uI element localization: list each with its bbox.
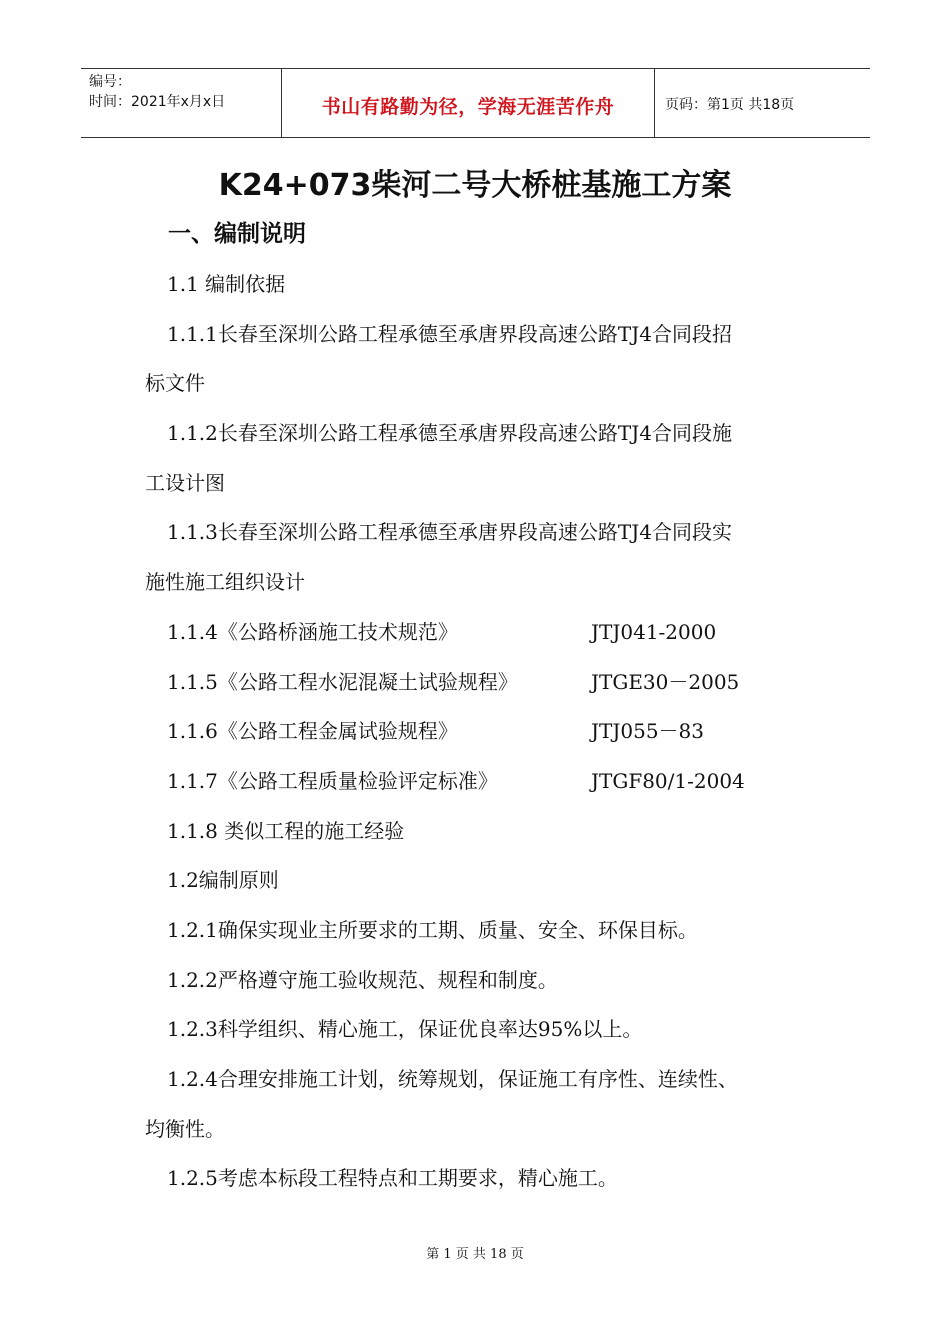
body-line bbox=[145, 459, 825, 509]
body-line-text: 1.2.3科学组织、精心施工，保证优良率达95%以上。 bbox=[167, 1017, 643, 1042]
body-line-text: 1.2.1确保实现业主所要求的工期、质量、安全、环保目标。 bbox=[167, 917, 698, 942]
body-line-text: 1.1.3长春至深圳公路工程承德至承唐界段高速公路TJ4合同段实 bbox=[167, 520, 732, 545]
body-line bbox=[145, 658, 825, 708]
body-line bbox=[145, 1055, 825, 1105]
standard-code: JTGF80/1-2004 bbox=[591, 768, 745, 793]
body-line-text: 1.1.6《公路工程金属试验规程》 bbox=[167, 719, 458, 744]
body-line-text: 1.2.5考虑本标段工程特点和工期要求，精心施工。 bbox=[167, 1166, 618, 1191]
header-page-label: 页码：第1页 共18页 bbox=[665, 97, 795, 113]
header-number-label: 编号： bbox=[89, 74, 131, 90]
page-header-table bbox=[81, 68, 870, 138]
body-line bbox=[145, 856, 825, 906]
body-line-text: 均衡性。 bbox=[145, 1116, 225, 1141]
body-line bbox=[145, 558, 825, 608]
body-line bbox=[145, 310, 825, 360]
standard-code: JTJ055－83 bbox=[591, 719, 704, 744]
body-line bbox=[145, 409, 825, 459]
body-line-text: 施性施工组织设计 bbox=[145, 570, 305, 595]
body-line-text: 1.2.2严格遵守施工验收规范、规程和制度。 bbox=[167, 967, 558, 992]
body-line bbox=[145, 807, 825, 857]
body-line-text: 标文件 bbox=[145, 371, 205, 396]
body-line bbox=[145, 1005, 825, 1055]
body-line-text: 1.2编制原则 bbox=[167, 868, 279, 893]
header-motto-cell bbox=[282, 69, 655, 137]
body-line-text: 1.1.8 类似工程的施工经验 bbox=[167, 818, 405, 843]
body-line-text: 1.1.5《公路工程水泥混凝土试验规程》 bbox=[167, 669, 518, 694]
body-line bbox=[145, 508, 825, 558]
body-line-text: 1.1 编制依据 bbox=[167, 272, 286, 296]
body-line bbox=[145, 906, 825, 956]
standard-code: JTGE30－2005 bbox=[591, 669, 740, 694]
body-line bbox=[145, 608, 825, 658]
body-line-text: 1.1.1长春至深圳公路工程承德至承唐界段高速公路TJ4合同段招 bbox=[167, 321, 732, 346]
body-line-text: 工设计图 bbox=[145, 470, 225, 495]
section-heading: 一、编制说明 bbox=[168, 221, 306, 247]
document-body bbox=[145, 260, 825, 1204]
page-footer: 第 1 页 共 18 页 bbox=[426, 1247, 524, 1262]
body-line bbox=[145, 956, 825, 1006]
body-line-text: 1.1.2长春至深圳公路工程承德至承唐界段高速公路TJ4合同段施 bbox=[167, 421, 732, 446]
body-line bbox=[145, 260, 825, 310]
header-time-label: 时间：2021年x月x日 bbox=[89, 94, 226, 110]
body-line bbox=[145, 1154, 825, 1204]
body-line bbox=[145, 1105, 825, 1155]
header-motto: 书山有路勤为径，学海无涯苦作舟 bbox=[321, 95, 615, 118]
body-line-text: 1.1.4《公路桥涵施工技术规范》 bbox=[167, 619, 458, 644]
body-line-text: 1.1.7《公路工程质量检验评定标准》 bbox=[167, 768, 498, 793]
header-meta-cell bbox=[81, 69, 282, 137]
document-title: K24+073柴河二号大桥桩基施工方案 bbox=[218, 168, 732, 203]
body-line bbox=[145, 359, 825, 409]
body-line bbox=[145, 707, 825, 757]
body-line-text: 1.2.4合理安排施工计划，统筹规划，保证施工有序性、连续性、 bbox=[167, 1067, 738, 1091]
body-line bbox=[145, 757, 825, 807]
standard-code: JTJ041-2000 bbox=[591, 619, 717, 644]
header-page-cell bbox=[655, 69, 870, 137]
